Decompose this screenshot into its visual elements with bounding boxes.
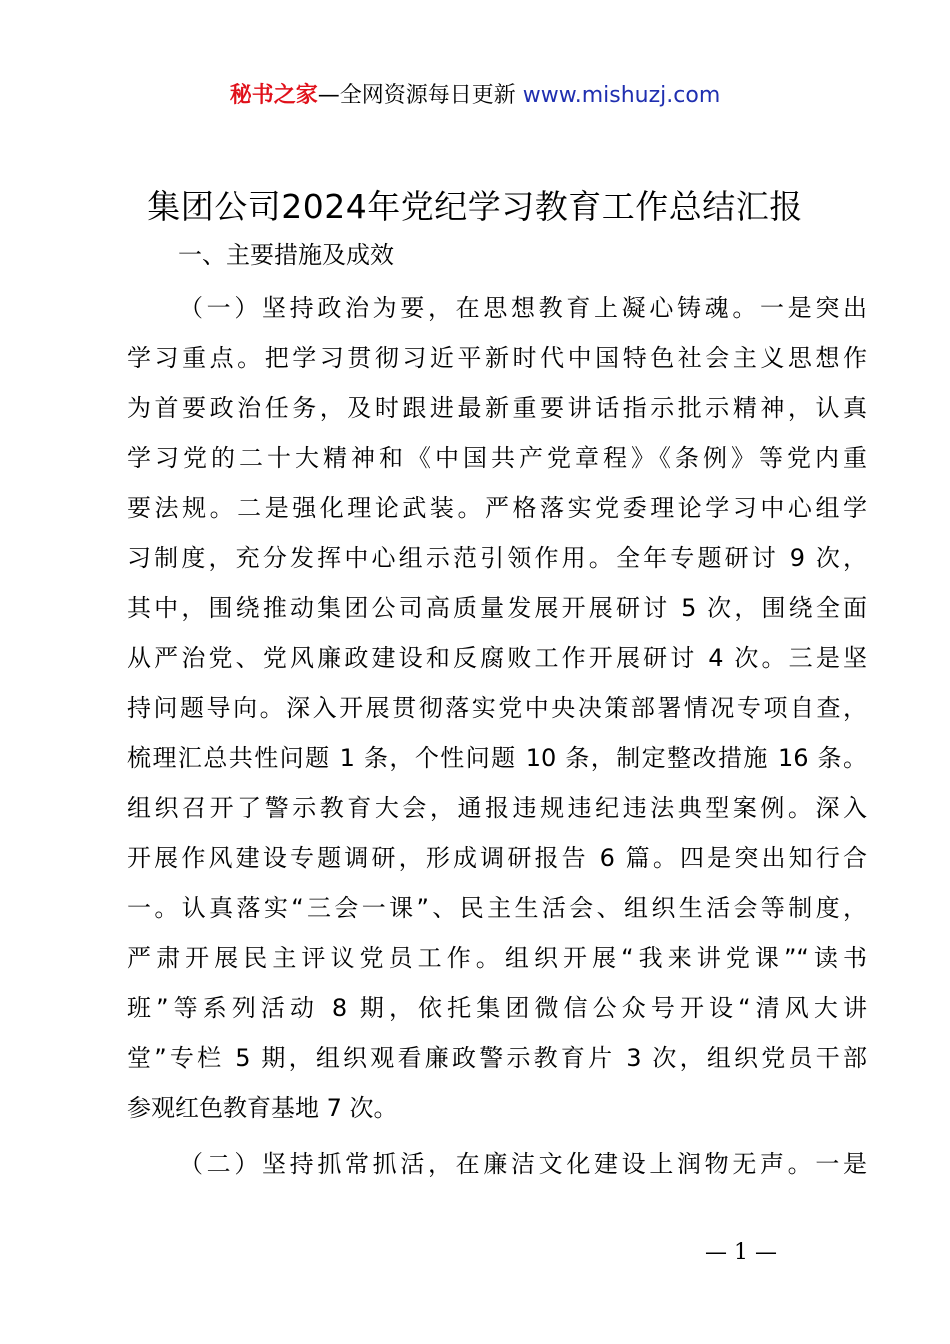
brand-name: 秘书之家 <box>229 83 318 108</box>
text-line: 习制度，充分发挥中心组示范引领作用。全年专题研讨 9 次， <box>127 544 867 572</box>
text-line: 班”等系列活动 8 期，依托集团微信公众号开设“清风大讲 <box>127 994 867 1022</box>
text-line: 梳理汇总共性问题 1 条，个性问题 10 条，制定整改措施 16 条。 <box>127 744 867 772</box>
text-line: 参观红色教育基地 7 次。 <box>127 1094 398 1122</box>
text-line: 严肃开展民主评议党员工作。组织开展“我来讲党课”“读书 <box>127 944 867 972</box>
text-line: 一。认真落实“三会一课”、民主生活会、组织生活会等制度， <box>127 894 867 922</box>
paragraph-2 <box>127 1139 867 1189</box>
text-line: 开展作风建设专题调研，形成调研报告 6 篇。四是突出知行合 <box>127 844 867 872</box>
text-line: （二）坚持抓常抓活，在廉洁文化建设上润物无声。一是 <box>179 1150 867 1178</box>
text-line: （一）坚持政治为要，在思想教育上凝心铸魂。一是突出 <box>179 294 867 322</box>
site-url[interactable]: www.mishuzj.com <box>522 83 721 108</box>
document-body <box>127 283 867 1189</box>
site-header <box>0 80 950 112</box>
text-line: 持问题导向。深入开展贯彻落实党中央决策部署情况专项自查， <box>127 694 867 722</box>
text-line: 从严治党、党风廉政建设和反腐败工作开展研讨 4 次。三是坚 <box>127 644 867 672</box>
text-line: 学习重点。把学习贯彻习近平新时代中国特色社会主义思想作 <box>127 344 867 372</box>
text-line: 其中，围绕推动集团公司高质量发展开展研讨 5 次，围绕全面 <box>127 594 867 622</box>
page-number: — 1 — <box>705 1240 777 1265</box>
text-line: 组织召开了警示教育大会，通报违规违纪违法典型案例。深入 <box>127 794 867 822</box>
text-line: 要法规。二是强化理论武装。严格落实党委理论学习中心组学 <box>127 494 867 522</box>
text-line: 为首要政治任务，及时跟进最新重要讲话指示批示精神，认真 <box>127 394 867 422</box>
document-title: 集团公司2024年党纪学习教育工作总结汇报 <box>147 187 803 226</box>
paragraph-1 <box>127 283 867 1133</box>
text-line: 学习党的二十大精神和《中国共产党章程》《条例》等党内重 <box>127 444 867 472</box>
section-heading: 一、主要措施及成效 <box>178 241 394 269</box>
text-line: 堂”专栏 5 期，组织观看廉政警示教育片 3 次，组织党员干部 <box>127 1044 867 1072</box>
site-slogan: —全网资源每日更新 <box>317 83 516 108</box>
